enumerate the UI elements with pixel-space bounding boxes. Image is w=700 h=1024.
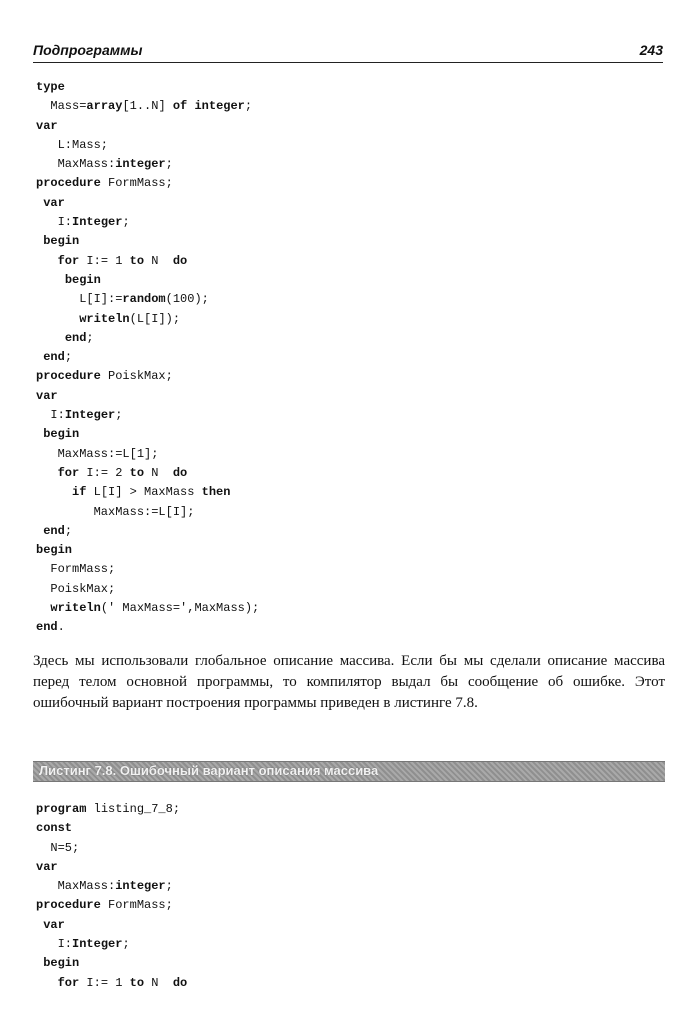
code-keyword: for (57, 253, 80, 268)
code-keyword: writeln (79, 311, 130, 326)
code-keyword: begin (43, 956, 80, 971)
code-keyword: procedure (36, 898, 101, 913)
code-text (36, 312, 79, 326)
code-keyword: begin (64, 272, 101, 287)
code-text: ; (165, 157, 173, 172)
code-text: ; (122, 937, 130, 952)
listing-caption-bar (33, 761, 665, 782)
code-line (36, 522, 259, 541)
code-keyword: then (201, 485, 231, 500)
code-keyword: var (36, 859, 58, 874)
code-line (36, 858, 187, 877)
code-line (36, 406, 259, 425)
code-keyword: do (172, 253, 188, 268)
code-keyword: begin (43, 234, 80, 249)
code-line (36, 348, 259, 367)
code-line (36, 877, 187, 896)
code-keyword: integer (115, 157, 166, 172)
code-line (36, 252, 259, 271)
code-text: ; (64, 523, 73, 538)
code-line (36, 800, 187, 819)
chapter-title: Подпрограммы (33, 42, 143, 58)
code-text: ; (86, 330, 94, 345)
running-header (33, 40, 663, 63)
code-line (36, 290, 259, 309)
code-line (36, 580, 259, 599)
code-text: ; (115, 408, 123, 423)
code-text: ; (244, 99, 253, 114)
code-text: N (144, 253, 173, 268)
code-keyword: program (36, 802, 87, 816)
code-text: N=5; (36, 840, 80, 855)
code-line (36, 174, 259, 193)
code-line (36, 935, 187, 954)
code-keyword: to (129, 465, 145, 480)
code-line (36, 819, 187, 838)
code-line (36, 916, 187, 935)
code-text: I:= 2 (79, 465, 130, 480)
code-keyword: do (172, 975, 188, 990)
code-keyword: Integer (72, 937, 123, 952)
code-text (36, 331, 65, 345)
code-keyword: end (64, 330, 87, 345)
code-text: I: (36, 937, 73, 952)
code-text: ; (165, 879, 173, 894)
code-text: L[I]:= (36, 292, 123, 307)
code-line (36, 97, 259, 116)
code-keyword: var (36, 118, 58, 133)
code-text (36, 976, 58, 990)
code-keyword: integer (115, 879, 166, 894)
code-line (36, 271, 259, 290)
code-text: (100); (165, 292, 209, 307)
code-text: MaxMass: (36, 157, 116, 172)
code-line (36, 541, 259, 560)
code-text (36, 485, 72, 499)
code-text: ; (64, 350, 73, 365)
code-line (36, 974, 187, 993)
code-line (36, 599, 259, 618)
code-text: MaxMass:=L[1]; (36, 446, 159, 461)
code-listing-bottom (36, 800, 187, 993)
code-keyword: Integer (64, 408, 116, 423)
code-line (36, 78, 259, 97)
code-line (36, 367, 259, 386)
code-keyword: procedure (36, 369, 101, 384)
code-line (36, 232, 259, 251)
code-keyword: var (43, 917, 65, 932)
code-line (36, 425, 259, 444)
code-keyword: for (57, 975, 80, 990)
code-keyword: type (36, 80, 65, 94)
code-line (36, 618, 259, 637)
code-line (36, 329, 259, 348)
page-number: 243 (639, 42, 663, 58)
code-text: [1..N] (122, 99, 173, 114)
code-keyword: to (129, 975, 145, 990)
code-keyword: const (36, 821, 73, 836)
code-keyword: end (43, 350, 65, 365)
code-text (36, 254, 58, 268)
code-keyword: end (43, 523, 65, 538)
code-text: listing_7_8; (86, 802, 181, 816)
code-line (36, 387, 259, 406)
code-line (36, 896, 187, 915)
code-text: PoiskMax; (100, 369, 173, 384)
code-line (36, 194, 259, 213)
code-line (36, 503, 259, 522)
code-text: I: (36, 408, 65, 423)
code-line (36, 445, 259, 464)
code-keyword: if (72, 485, 87, 500)
code-text: I:= 1 (79, 975, 130, 990)
code-keyword: random (122, 292, 166, 307)
code-line (36, 136, 259, 155)
code-keyword: Integer (72, 215, 123, 230)
code-text: Mass= (36, 99, 87, 114)
code-text (36, 273, 65, 287)
code-keyword: for (57, 465, 80, 480)
code-line (36, 464, 259, 483)
code-text: (L[I]); (129, 311, 181, 326)
code-keyword: begin (43, 427, 80, 442)
code-keyword: to (129, 253, 145, 268)
code-text: (' MaxMass=',MaxMass); (100, 601, 260, 616)
code-text (36, 466, 58, 480)
code-keyword: array (86, 99, 123, 114)
code-text: N (144, 975, 173, 990)
code-text: FormMass; (100, 898, 173, 913)
code-line (36, 483, 259, 502)
code-line (36, 839, 187, 858)
code-line (36, 213, 259, 232)
code-keyword: writeln (50, 601, 101, 616)
body-paragraph: Здесь мы использовали глобальное описание массива. Если бы мы сделали описание массива перед телом основной программы, то компилятор выдал бы сообщение об ошибке. Этот ошибочный вариант построения программы приведен в листинге 7.8. (33, 653, 665, 711)
code-keyword: procedure (36, 176, 101, 191)
code-keyword: var (36, 388, 58, 403)
listing-caption: Листинг 7.8. Ошибочный вариант описания массива (39, 763, 379, 778)
code-text: L[I] > MaxMass (86, 485, 202, 500)
code-listing-top (36, 78, 259, 638)
code-line (36, 560, 259, 579)
code-text: N (144, 465, 173, 480)
code-text (36, 601, 50, 615)
code-text: I:= 1 (79, 253, 130, 268)
code-text: L:Mass; (36, 137, 109, 152)
code-keyword: var (43, 195, 65, 210)
code-line (36, 310, 259, 329)
code-text: PoiskMax; (36, 581, 116, 596)
code-text: I: (36, 215, 73, 230)
code-line (36, 155, 259, 174)
code-text: MaxMass: (36, 879, 116, 894)
code-text: MaxMass:=L[I]; (36, 504, 195, 519)
code-line (36, 117, 259, 136)
code-text: FormMass; (100, 176, 173, 191)
code-line (36, 954, 187, 973)
code-text: . (57, 620, 65, 635)
code-keyword: do (172, 465, 188, 480)
code-text: ; (122, 215, 130, 230)
code-text: FormMass; (36, 562, 116, 577)
code-keyword: begin (36, 543, 73, 558)
code-keyword: of integer (172, 99, 245, 114)
code-keyword: end (36, 620, 58, 635)
